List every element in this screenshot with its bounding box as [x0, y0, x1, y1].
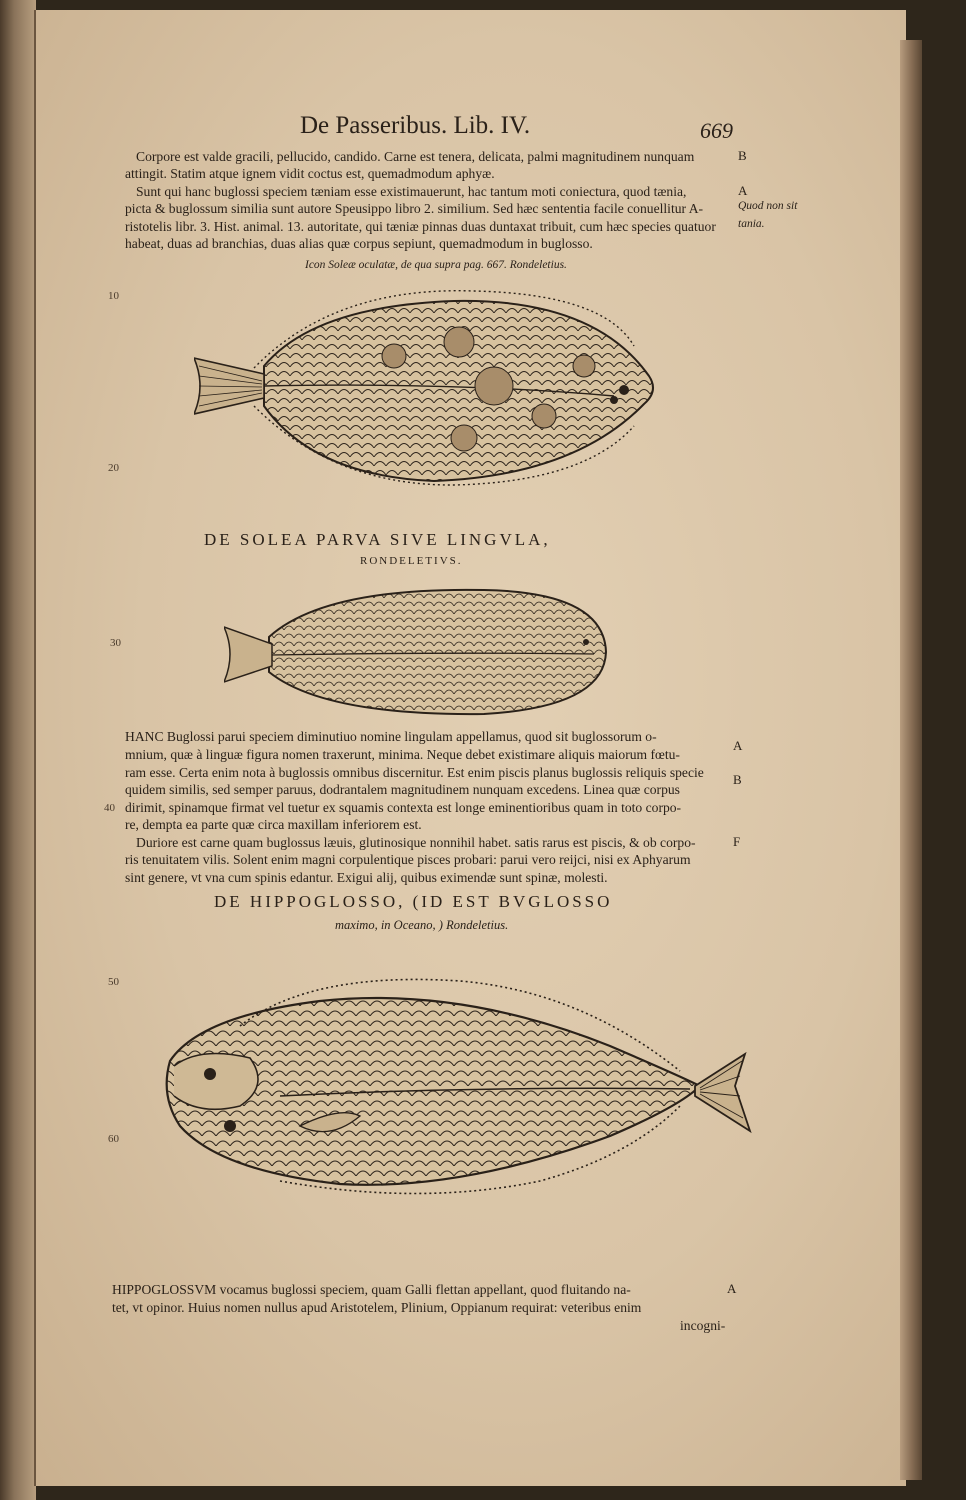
running-head: De Passeribus. Lib. IV. [300, 112, 531, 139]
margin-letter: A [727, 1281, 737, 1296]
margin-letter: B [738, 148, 747, 163]
section-subheading: maximo, in Oceano, ) Rondeletius. [335, 918, 509, 932]
text-line: sint genere, vt vna cum spinis edantur. Exigui alij, quibus eximendæ sunt spinæ, molesti. [125, 870, 608, 885]
text-line: ristotelis libr. 3. Hist. animal. 13. autoritate, qui tæniæ pinnas duas duntaxat tribuit, cum hæc species quatuor [125, 219, 716, 234]
small-sole-woodcut [224, 582, 614, 722]
section-heading: DE SOLEA PARVA SIVE LINGVLA, [204, 530, 551, 549]
text-line: Duriore est carne quam buglossus læuis, glutinosique nonnihil habet. satis rarus est piscis, & ob corpo- [136, 835, 696, 850]
text-line: ris tenuitatem vilis. Solent enim magni corpulentique pisces probari: parui vero reijci, nisi ex Aphyarum [125, 852, 691, 867]
section-author: RONDELETIVS. [360, 555, 463, 567]
text-line: HANC Buglossi parui speciem diminutiuo nomine lingulam appellamus, quod sit buglossorum o- [125, 729, 657, 744]
text-line: re, dempta ea parte quæ circa maxillam inferiorem est. [125, 817, 422, 832]
text-line: attingit. Statim atque ignem vidit coctus est, quemadmodum aphyæ. [125, 166, 495, 181]
text-line: quidem similis, sed semper paruus, dodrantalem magnitudinem nunquam excedens. Linea quæ corpus [125, 782, 680, 797]
halibut-woodcut [160, 966, 760, 1206]
catchword: incogni- [680, 1318, 726, 1333]
line-number: 40 [104, 802, 115, 814]
margin-letter: A [733, 738, 743, 753]
margin-note: tania. [738, 218, 765, 230]
text-line: Corpore est valde gracili, pellucido, candido. Carne est tenera, delicata, palmi magnitudinem nunquam [136, 149, 695, 164]
text-line: HIPPOGLOSSVM vocamus buglossi speciem, quam Galli flettan appellant, quod fluitando na- [112, 1282, 631, 1297]
figure-caption: Icon Soleæ oculatæ, de qua supra pag. 667. Rondeletius. [305, 259, 567, 271]
margin-letter: A [738, 183, 748, 198]
line-number: 20 [108, 462, 119, 474]
oculated-sole-woodcut [194, 286, 674, 486]
text-line: dirimit, spinamque firmat vel tuetur ex squamis contexta est longe eminentioribus quam in toto corpo- [125, 800, 682, 815]
left-page-edge [0, 0, 36, 1500]
margin-letter: F [733, 834, 741, 849]
text-line: picta & buglossum similia sunt autore Speusippo libro 2. similium. Sed hæc sententia facile conuellitur A- [125, 201, 704, 216]
text-line: habeat, duas ad branchias, duas alias quæ corpus sepiunt, quemadmodum in buglosso. [125, 236, 593, 251]
folio-number: 669 [700, 118, 733, 143]
line-number: 30 [110, 637, 121, 649]
line-number: 10 [108, 290, 119, 302]
margin-letter: B [733, 772, 742, 787]
margin-note: Quod non sit [738, 200, 798, 212]
text-line: ram esse. Certa enim nota à buglossis omnibus discernitur. Est enim piscis planus buglossis reliquis specie [125, 765, 704, 780]
text-line: Sunt qui hanc buglossi speciem tæniam esse existimauerunt, hac tantum moti coniectura, quod tænia, [136, 184, 687, 199]
text-line: mnium, quæ à linguæ figura nomen traxerunt, minima. Neque debet existimare aliquis maiorum fœtu- [125, 747, 680, 762]
section-heading: DE HIPPOGLOSSO, (ID EST BVGLOSSO [214, 892, 613, 911]
line-number: 50 [108, 976, 119, 988]
text-line: tet, vt opinor. Huius nomen nullus apud Aristotelem, Plinium, Oppianum requirat: veteribus enim [112, 1300, 642, 1315]
line-number: 60 [108, 1133, 119, 1145]
page-fore-edge [900, 40, 922, 1480]
